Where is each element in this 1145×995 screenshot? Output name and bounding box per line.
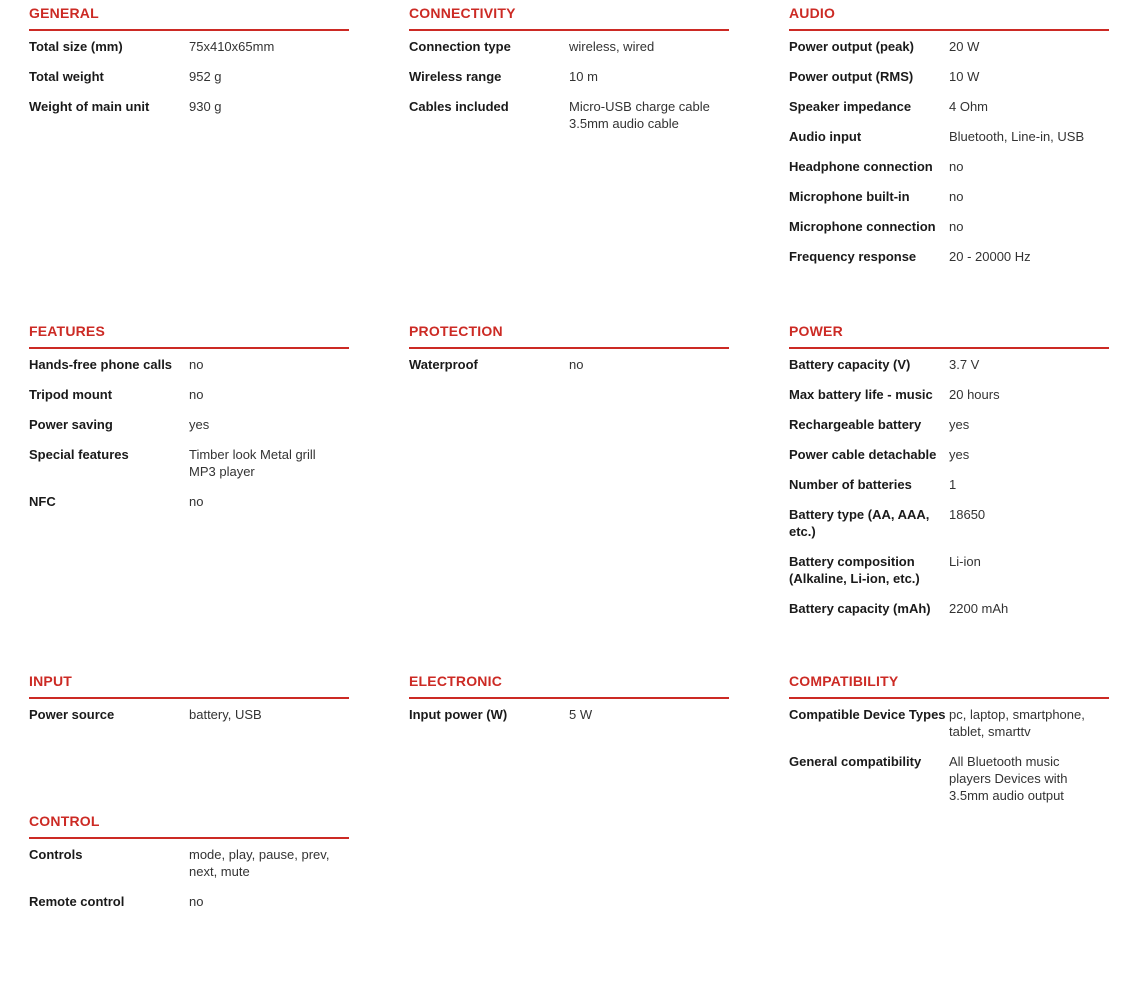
section-power	[789, 322, 1109, 630]
spec-label: Frequency response	[789, 249, 917, 264]
spec-rows	[29, 349, 349, 510]
spec-label: Microphone connection	[789, 219, 936, 234]
spec-label: Power output (peak)	[789, 39, 914, 54]
spec-label: Number of batteries	[789, 477, 912, 492]
section-electronic	[409, 672, 729, 736]
spec-rows	[409, 31, 729, 132]
spec-value: no	[949, 189, 964, 204]
spec-label: Speaker impedance	[789, 99, 912, 114]
spec-label: Microphone built-in	[789, 189, 910, 204]
spec-label: Compatible Device Types	[789, 707, 946, 722]
spec-row	[789, 158, 1109, 175]
spec-label: Headphone connection	[789, 159, 933, 174]
spec-row	[789, 416, 1109, 433]
section-title: COMPATIBILITY	[789, 672, 1109, 699]
spec-label: Rechargeable battery	[789, 417, 922, 432]
section-title: ELECTRONIC	[409, 672, 729, 699]
spec-value: 3.7 V	[949, 357, 980, 372]
spec-row	[29, 446, 349, 480]
spec-row	[29, 846, 349, 880]
spec-row	[789, 506, 1109, 540]
spec-label: Remote control	[29, 894, 125, 909]
spec-rows	[409, 699, 729, 723]
spec-label: Max battery life - music	[789, 387, 933, 402]
spec-row	[789, 476, 1109, 493]
spec-row	[409, 68, 729, 85]
spec-row	[409, 98, 729, 132]
spec-row	[29, 98, 349, 115]
spec-label: Total weight	[29, 69, 104, 84]
spec-row	[29, 38, 349, 55]
spec-row	[789, 600, 1109, 617]
spec-value: no	[189, 387, 204, 402]
spec-value: 952 g	[189, 69, 222, 84]
spec-value: 930 g	[189, 99, 222, 114]
spec-label: Cables included	[409, 99, 509, 114]
spec-value: 5 W	[569, 707, 593, 722]
spec-row	[789, 386, 1109, 403]
spec-label: Controls	[29, 847, 83, 862]
section-control	[29, 812, 349, 923]
spec-label: General compatibility	[789, 754, 922, 769]
spec-row	[29, 893, 349, 910]
spec-label: Wireless range	[409, 69, 502, 84]
spec-value: no	[189, 894, 204, 909]
spec-row	[409, 356, 729, 373]
spec-value: battery, USB	[189, 707, 262, 722]
spec-rows	[29, 839, 349, 910]
spec-value: mode, play, pause, prev, next, mute	[189, 847, 330, 879]
spec-value: 75x410x65mm	[189, 39, 275, 54]
spec-label: Connection type	[409, 39, 511, 54]
spec-value: pc, laptop, smartphone, tablet, smarttv	[949, 707, 1085, 739]
spec-label: Total size (mm)	[29, 39, 123, 54]
spec-value: 18650	[949, 507, 986, 522]
spec-label: Power source	[29, 707, 115, 722]
spec-row	[29, 386, 349, 403]
spec-label: Power output (RMS)	[789, 69, 914, 84]
spec-label: Tripod mount	[29, 387, 113, 402]
spec-value: Timber look Metal grill MP3 player	[189, 447, 316, 479]
spec-row	[789, 188, 1109, 205]
spec-row	[789, 128, 1109, 145]
spec-row	[789, 553, 1109, 587]
spec-value: 20 hours	[949, 387, 1000, 402]
spec-row	[29, 706, 349, 723]
spec-row	[789, 753, 1109, 804]
spec-label: Battery capacity (mAh)	[789, 601, 931, 616]
spec-value: 4 Ohm	[949, 99, 989, 114]
spec-value: All Bluetooth music players Devices with 3.5mm audio output	[949, 754, 1068, 803]
spec-value: yes	[949, 417, 970, 432]
spec-row	[789, 706, 1109, 740]
spec-row	[789, 38, 1109, 55]
section-input	[29, 672, 349, 736]
spec-row	[789, 356, 1109, 373]
spec-rows	[789, 31, 1109, 265]
spec-label: Power saving	[29, 417, 113, 432]
spec-row	[789, 68, 1109, 85]
spec-label: NFC	[29, 494, 56, 509]
spec-row	[29, 68, 349, 85]
spec-value: wireless, wired	[569, 39, 655, 54]
section-title: PROTECTION	[409, 322, 729, 349]
spec-value: no	[949, 159, 964, 174]
spec-row	[29, 356, 349, 373]
section-general	[29, 4, 349, 128]
spec-rows	[29, 31, 349, 115]
spec-value: yes	[189, 417, 210, 432]
spec-row	[789, 248, 1109, 265]
spec-label: Waterproof	[409, 357, 478, 372]
spec-value: 10 m	[569, 69, 598, 84]
spec-row	[789, 218, 1109, 235]
section-title: GENERAL	[29, 4, 349, 31]
section-title: CONNECTIVITY	[409, 4, 729, 31]
section-title: AUDIO	[789, 4, 1109, 31]
section-connectivity	[409, 4, 729, 145]
spec-value: 20 - 20000 Hz	[949, 249, 1031, 264]
section-audio	[789, 4, 1109, 278]
spec-value: no	[949, 219, 964, 234]
section-features	[29, 322, 349, 523]
spec-value: Micro-USB charge cable 3.5mm audio cable	[569, 99, 710, 131]
spec-rows	[29, 699, 349, 723]
spec-label: Audio input	[789, 129, 862, 144]
spec-label: Power cable detachable	[789, 447, 937, 462]
spec-value: 1	[949, 477, 957, 492]
spec-label: Battery composition (Alkaline, Li-ion, etc.)	[789, 554, 920, 586]
spec-value: no	[189, 494, 204, 509]
spec-label: Special features	[29, 447, 129, 462]
spec-value: 2200 mAh	[949, 601, 1009, 616]
section-title: FEATURES	[29, 322, 349, 349]
spec-value: Li-ion	[949, 554, 981, 569]
spec-value: no	[569, 357, 584, 372]
spec-value: Bluetooth, Line-in, USB	[949, 129, 1085, 144]
spec-value: no	[189, 357, 204, 372]
section-title: INPUT	[29, 672, 349, 699]
section-protection	[409, 322, 729, 386]
spec-label: Hands-free phone calls	[29, 357, 173, 372]
spec-row	[409, 38, 729, 55]
spec-row	[409, 706, 729, 723]
spec-value: yes	[949, 447, 970, 462]
spec-rows	[789, 349, 1109, 617]
spec-rows	[409, 349, 729, 373]
spec-rows	[789, 699, 1109, 804]
spec-value: 10 W	[949, 69, 980, 84]
spec-label: Battery type (AA, AAA, etc.)	[789, 507, 930, 539]
section-title: CONTROL	[29, 812, 349, 839]
spec-row	[29, 416, 349, 433]
spec-row	[29, 493, 349, 510]
spec-row	[789, 446, 1109, 463]
spec-row	[789, 98, 1109, 115]
spec-value: 20 W	[949, 39, 980, 54]
spec-label: Input power (W)	[409, 707, 508, 722]
section-title: POWER	[789, 322, 1109, 349]
spec-label: Battery capacity (V)	[789, 357, 911, 372]
section-compatibility	[789, 672, 1109, 817]
spec-label: Weight of main unit	[29, 99, 150, 114]
